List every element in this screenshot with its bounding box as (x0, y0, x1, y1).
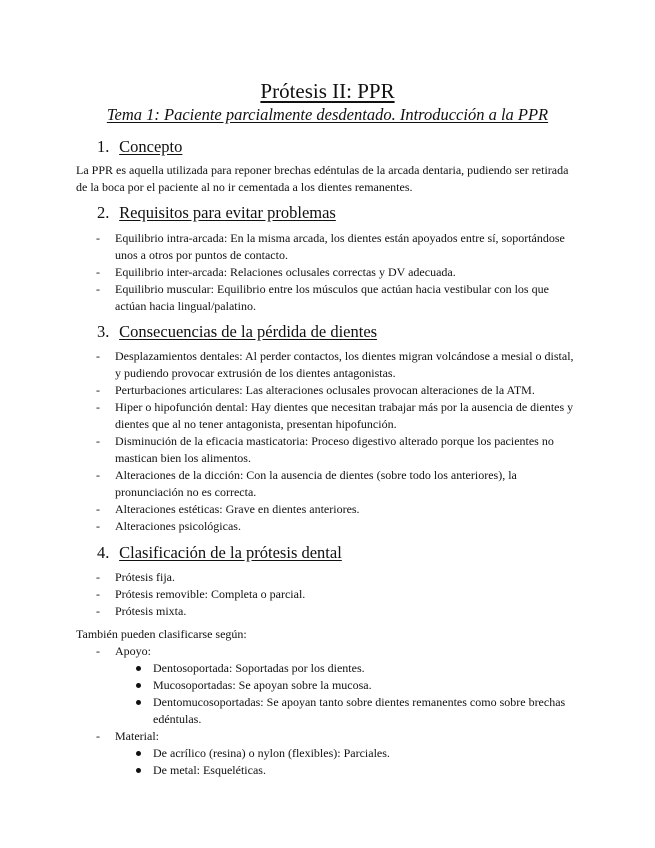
section-title: Consecuencias de la pérdida de dientes (119, 322, 378, 341)
material-label: Material: (115, 729, 159, 743)
list-item: - Equilibrio intra-arcada: En la misma arcada, los dientes están apoyados entre sí, soportándose unos a otros por puntos de contacto. (0, 230, 575, 264)
document-title: Prótesis II: PPR (260, 79, 395, 103)
clasificacion-intro: También pueden clasificarse según: (76, 627, 247, 641)
list-item: - Desplazamientos dentales: Al perder contactos, los dientes migran volcándose a mesial o distal, y pudiendo provocar extrusión de los dientes antagonistas. (0, 348, 575, 382)
apoyo-sublist (115, 660, 575, 728)
requisitos-list (0, 230, 575, 315)
sublist-item: Dentosoportada: Soportadas por los dientes. (0, 660, 576, 677)
sublist-item: De acrílico (resina) o nylon (flexibles): Parciales. (0, 745, 576, 762)
section-title: Clasificación de la prótesis dental (119, 543, 342, 562)
list-item: - Prótesis fija. (0, 569, 575, 586)
list-item: - Prótesis mixta. (0, 603, 575, 620)
consecuencias-list (0, 348, 575, 535)
list-item: - Alteraciones de la dicción: Con la ausencia de dientes (sobre todo los anteriores), la pronunciación no es correcta. (0, 467, 575, 501)
section-number: 2. (97, 203, 110, 222)
list-item: - Equilibrio inter-arcada: Relaciones oclusales correctas y DV adecuada. (0, 264, 575, 281)
section-number: 4. (97, 543, 110, 562)
list-item: - Alteraciones estéticas: Grave en dientes anteriores. (0, 501, 575, 518)
apoyo-label: Apoyo: (115, 644, 151, 658)
sublist-item: Dentomucosoportadas: Se apoyan tanto sobre dientes remanentes como sobre brechas edéntulas. (0, 694, 576, 728)
section-title: Concepto (119, 137, 183, 156)
list-item: - Disminución de la eficacia masticatoria: Proceso digestivo alterado porque los pacientes no mastican bien los alimentos. (0, 433, 575, 467)
section-number: 1. (97, 137, 110, 156)
section-heading-consecuencias (97, 322, 377, 342)
concepto-paragraph: La PPR es aquella utilizada para reponer brechas edéntulas de la arcada dentaria, pudiendo ser retirada de la boca por el paciente al no ir cementada a los dientes remanentes. (76, 163, 569, 194)
list-item-apoyo (0, 643, 575, 728)
list-item: - Alteraciones psicológicas. (0, 518, 575, 535)
sublist-item: De metal: Esqueléticas. (0, 762, 576, 779)
sublist-item: Mucosoportadas: Se apoyan sobre la mucosa. (0, 677, 576, 694)
section-heading-concepto (97, 137, 182, 157)
clasificacion-list (0, 569, 575, 620)
section-number: 3. (97, 322, 110, 341)
list-item-material (0, 728, 575, 779)
list-item: - Hiper o hipofunción dental: Hay dientes que necesitan trabajar más por la ausencia de dientes y dientes que al no tener antagonista, presentan hipofunción. (0, 399, 575, 433)
section-heading-clasificacion (97, 543, 342, 563)
list-item: - Perturbaciones articulares: Las alteraciones oclusales provocan alteraciones de la ATM. (0, 382, 575, 399)
section-title: Requisitos para evitar problemas (119, 203, 336, 222)
list-item: - Equilibrio muscular: Equilibrio entre los músculos que actúan hacia vestibular con los que actúan hacia lingual/palatino. (0, 281, 575, 315)
material-sublist (115, 745, 575, 779)
list-item: - Prótesis removible: Completa o parcial. (0, 586, 575, 603)
section-heading-requisitos (97, 203, 336, 223)
document-subtitle: Tema 1: Paciente parcialmente desdentado. Introducción a la PPR (106, 105, 549, 124)
criterios-list (0, 643, 575, 779)
